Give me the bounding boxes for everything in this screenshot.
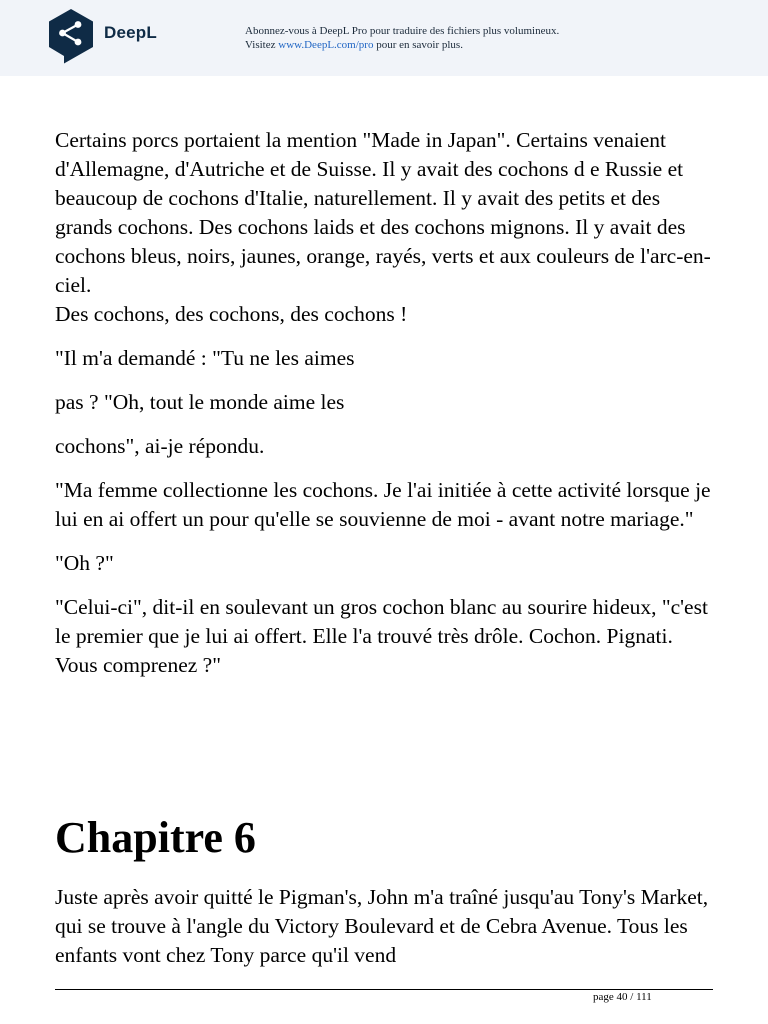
banner-message bbox=[245, 24, 559, 52]
chapter-title: Chapitre 6 bbox=[55, 813, 256, 862]
banner-line-2-suffix: pour en savoir plus. bbox=[373, 39, 463, 51]
banner-line-2 bbox=[245, 38, 559, 52]
page-number: page 40 / 111 bbox=[593, 991, 652, 1003]
page-body bbox=[55, 126, 715, 680]
deepl-logo-icon[interactable] bbox=[47, 9, 95, 67]
paragraph-pigs-exclaim: Des cochons, des cochons, des cochons ! bbox=[55, 302, 408, 326]
paragraph-oh: "Oh ?" bbox=[55, 551, 114, 575]
paragraph-wife-collection: "Ma femme collectionne les cochons. Je l'ai initiée à cette activité lorsque je lui en ai offert un pour qu'elle se souvienne de moi - avant notre mariage." bbox=[55, 478, 711, 531]
deepl-logo-text[interactable]: DeepL bbox=[104, 23, 157, 42]
deepl-pro-link[interactable]: www.DeepL.com/pro bbox=[278, 39, 374, 51]
paragraph-answer: cochons", ai-je répondu. bbox=[55, 434, 265, 458]
banner-line-1: Abonnez-vous à DeepL Pro pour traduire des fichiers plus volumineux. bbox=[245, 25, 560, 37]
paragraph-first-pig: "Celui-ci", dit-il en soulevant un gros cochon blanc au sourire hideux, "c'est le premier que je lui ai offert. Elle l'a trouvé très drôle. Cochon. Pignati. Vous comprenez ?" bbox=[55, 595, 708, 677]
paragraph-pigs-origins: Certains porcs portaient la mention "Made in Japan". Certains venaient d'Allemagne, d'Autriche et de Suisse. Il y avait des cochons d e Russie et beaucoup de cochons d'Italie, naturellement. Il y avait des petits et des grands cochons. Des cochons laids et des cochons mignons. Il y avait des cochons bleus, noirs, jaunes, orange, rayés, verts et aux couleurs de l'arc-en-ciel. bbox=[55, 128, 711, 297]
banner-line-2-prefix: Visitez bbox=[245, 39, 279, 51]
deepl-banner bbox=[0, 0, 768, 76]
paragraph-question-2: pas ? "Oh, tout le monde aime les bbox=[55, 390, 345, 414]
paragraph-question-1: "Il m'a demandé : "Tu ne les aimes bbox=[55, 346, 355, 370]
chapter-paragraph: Juste après avoir quitté le Pigman's, John m'a traîné jusqu'au Tony's Market, qui se trouve à l'angle du Victory Boulevard et de Cebra Avenue. Tous les enfants vont chez Tony parce qu'il vend bbox=[55, 885, 709, 967]
